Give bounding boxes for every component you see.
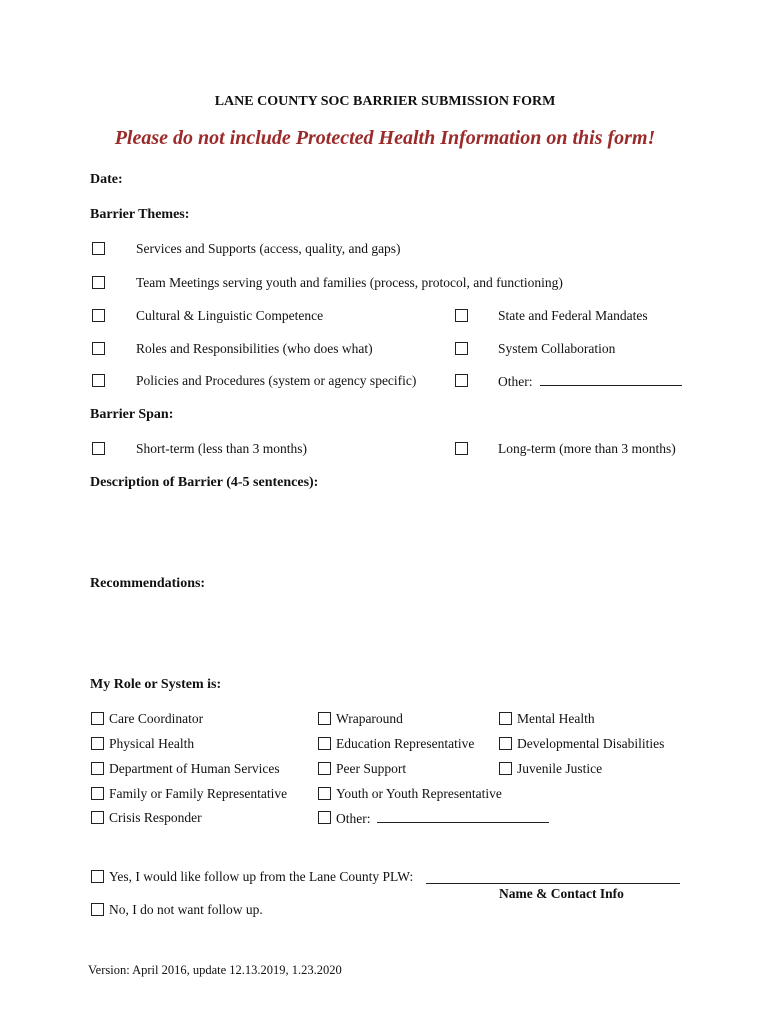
role-education-rep-checkbox[interactable] [318, 737, 331, 750]
role-dhs-label: Department of Human Services [109, 761, 280, 776]
theme-cultural-label: Cultural & Linguistic Competence [136, 308, 324, 323]
theme-services-checkbox[interactable] [92, 242, 105, 255]
role-peer-support-checkbox[interactable] [318, 762, 331, 775]
form-title: LANE COUNTY SOC BARRIER SUBMISSION FORM [214, 94, 556, 109]
theme-other-label: Other: [498, 374, 533, 389]
role-physical-health-label: Physical Health [109, 736, 195, 751]
recommendations-heading: Recommendations: [90, 576, 206, 591]
span-short-label: Short-term (less than 3 months) [136, 441, 307, 456]
barrier-themes-heading: Barrier Themes: [90, 207, 190, 222]
followup-yes-label: Yes, I would like follow up from the Lane County PLW: [109, 869, 414, 884]
theme-team-meetings-checkbox[interactable] [92, 276, 105, 289]
role-family-rep-label: Family or Family Representative [109, 786, 288, 801]
theme-state-federal-checkbox[interactable] [455, 309, 468, 322]
role-developmental-label: Developmental Disabilities [517, 736, 665, 751]
theme-other-checkbox[interactable] [455, 374, 468, 387]
theme-state-federal-label: State and Federal Mandates [498, 308, 648, 323]
role-other-input-line[interactable] [377, 810, 549, 823]
role-care-coordinator-label: Care Coordinator [109, 711, 204, 726]
theme-policies-checkbox[interactable] [92, 374, 105, 387]
name-contact-input-line[interactable] [426, 869, 680, 884]
theme-team-meetings-label: Team Meetings serving youth and families (process, protocol, and functioning) [136, 275, 563, 290]
role-care-coordinator-checkbox[interactable] [91, 712, 104, 725]
role-mental-health-label: Mental Health [517, 711, 595, 726]
role-other-checkbox[interactable] [318, 811, 331, 824]
phi-warning: Please do not include Protected Health Information on this form! [114, 127, 656, 149]
role-youth-rep-label: Youth or Youth Representative [336, 786, 502, 801]
barrier-span-heading: Barrier Span: [90, 407, 174, 422]
role-physical-health-checkbox[interactable] [91, 737, 104, 750]
theme-roles-label: Roles and Responsibilities (who does what) [136, 341, 373, 356]
role-peer-support-label: Peer Support [336, 761, 407, 776]
span-long-checkbox[interactable] [455, 442, 468, 455]
role-youth-rep-checkbox[interactable] [318, 787, 331, 800]
theme-other-field [498, 373, 682, 390]
role-wraparound-label: Wraparound [336, 711, 403, 726]
theme-other-input-line[interactable] [540, 373, 682, 386]
role-developmental-checkbox[interactable] [499, 737, 512, 750]
role-crisis-checkbox[interactable] [91, 811, 104, 824]
version-note: Version: April 2016, update 12.13.2019, 1.23.2020 [88, 963, 342, 977]
theme-cultural-checkbox[interactable] [92, 309, 105, 322]
span-long-label: Long-term (more than 3 months) [498, 441, 676, 456]
role-education-rep-label: Education Representative [336, 736, 475, 751]
followup-no-checkbox[interactable] [91, 903, 104, 916]
role-juvenile-justice-label: Juvenile Justice [517, 761, 603, 776]
theme-roles-checkbox[interactable] [92, 342, 105, 355]
role-family-rep-checkbox[interactable] [91, 787, 104, 800]
description-heading: Description of Barrier (4-5 sentences): [90, 475, 319, 490]
theme-system-collab-label: System Collaboration [498, 341, 616, 356]
role-other-label: Other: [336, 811, 371, 826]
role-juvenile-justice-checkbox[interactable] [499, 762, 512, 775]
date-label: Date: [90, 172, 123, 187]
span-short-checkbox[interactable] [92, 442, 105, 455]
theme-system-collab-checkbox[interactable] [455, 342, 468, 355]
role-heading: My Role or System is: [90, 677, 222, 692]
role-crisis-label: Crisis Responder [109, 810, 202, 825]
role-wraparound-checkbox[interactable] [318, 712, 331, 725]
name-contact-caption: Name & Contact Info [499, 886, 624, 901]
theme-policies-label: Policies and Procedures (system or agency specific) [136, 373, 417, 388]
theme-services-label: Services and Supports (access, quality, and gaps) [136, 241, 401, 256]
role-mental-health-checkbox[interactable] [499, 712, 512, 725]
role-other-field [336, 810, 549, 827]
followup-yes-checkbox[interactable] [91, 870, 104, 883]
role-dhs-checkbox[interactable] [91, 762, 104, 775]
followup-no-label: No, I do not want follow up. [109, 902, 263, 917]
